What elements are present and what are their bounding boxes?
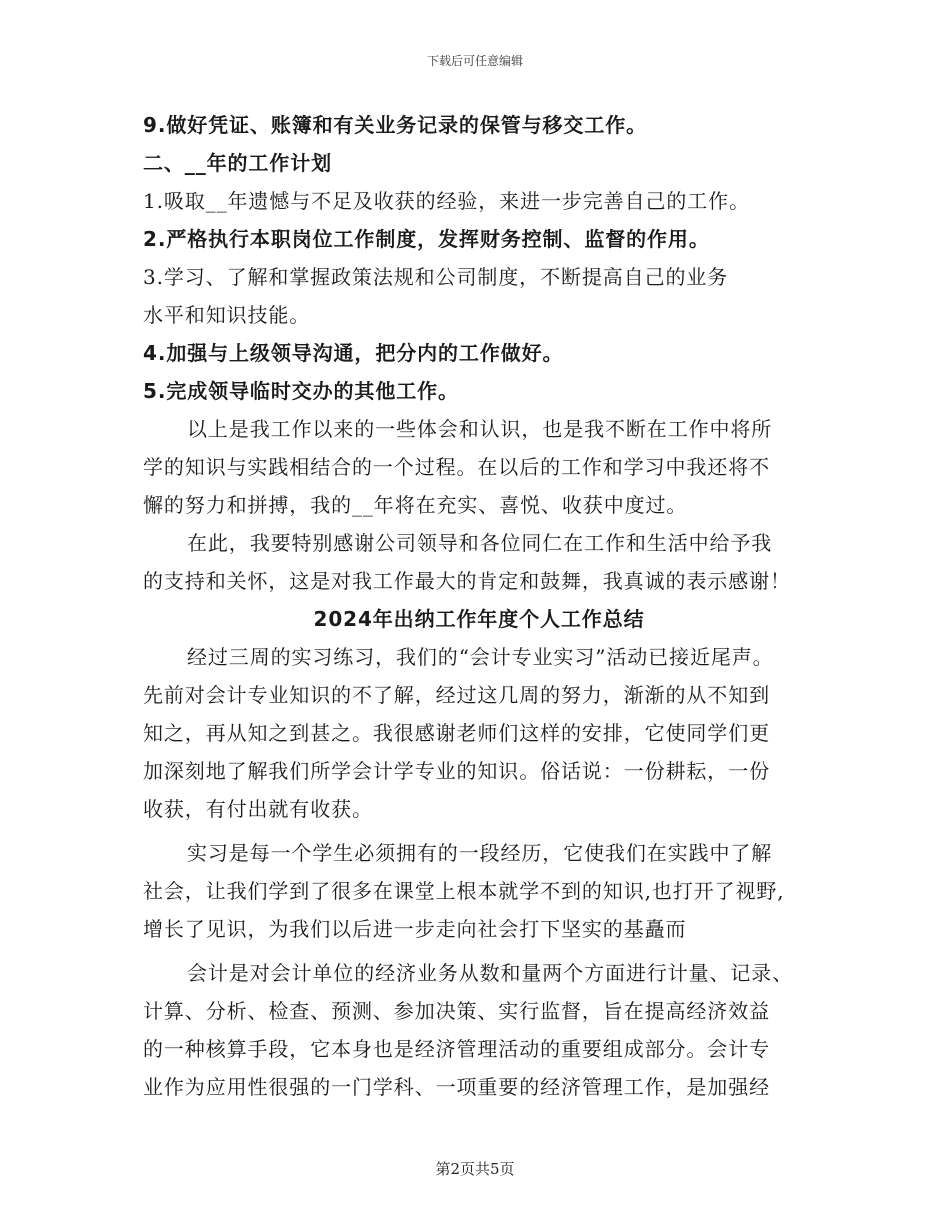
paragraph-line: 实习是每一个学生必须拥有的一段经历，它使我们在实践中了解 (187, 841, 773, 865)
plan-item-5: 5.完成领导临时交办的其他工作。 (143, 379, 459, 403)
page-footer: 第2页共5页 (435, 1160, 515, 1178)
paragraph-line: 会计是对会计单位的经济业务从数和量两个方面进行计量、记录、 (187, 961, 794, 985)
paragraph-line: 收获，有付出就有收获。 (143, 797, 373, 821)
paragraph-line: 加深刻地了解我们所学会计学专业的知识。俗话说：一份耕耘，一份 (143, 759, 770, 783)
paragraph-line: 经过三周的实习练习，我们的“会计专业实习”活动已接近尾声。 (187, 645, 774, 669)
paragraph-line: 的支持和关怀，这是对我工作最大的肯定和鼓舞，我真诚的表示感谢！ (143, 569, 791, 593)
paragraph-line: 知之，再从知之到甚之。我很感谢老师们这样的安排，它使同学们更 (143, 721, 770, 745)
paragraph-line: 以上是我工作以来的一些体会和认识，也是我不断在工作中将所 (187, 417, 773, 441)
section-heading-plan: 二、__年的工作计划 (143, 151, 332, 175)
paragraph-line: 在此，我要特别感谢公司领导和各位同仁在工作和生活中给予我 (187, 531, 773, 555)
paragraph-line: 计算、分析、检查、预测、参加决策、实行监督，旨在提高经济效益 (143, 999, 770, 1023)
plan-item-4: 4.加强与上级领导沟通，把分内的工作做好。 (143, 341, 564, 365)
plan-item-3-line-2: 水平和知识技能。 (143, 303, 311, 327)
document-title: 2024年出纳工作年度个人工作总结 (313, 607, 645, 631)
plan-item-2: 2.严格执行本职岗位工作制度，发挥财务控制、监督的作用。 (143, 227, 710, 251)
plan-item-3-line-1: 3.学习、了解和掌握政策法规和公司制度，不断提高自己的业务 (143, 265, 729, 289)
paragraph-line: 社会，让我们学到了很多在课堂上根本就学不到的知识,也打开了视野, (143, 879, 785, 903)
item-9: 9.做好凭证、账簿和有关业务记录的保管与移交工作。 (143, 113, 648, 137)
paragraph-line: 增长了见识，为我们以后进一步走向社会打下坚实的基矗而 (143, 917, 687, 941)
page-header: 下载后可任意编辑 (426, 54, 523, 68)
paragraph-line: 业作为应用性很强的一门学科、一项重要的经济管理工作，是加强经 (143, 1075, 770, 1099)
paragraph-line: 先前对会计专业知识的不了解，经过这几周的努力，渐渐的从不知到 (143, 683, 770, 707)
document-body (143, 106, 815, 1106)
paragraph-line: 的一种核算手段，它本身也是经济管理活动的重要组成部分。会计专 (143, 1037, 770, 1061)
plan-item-1: 1.吸取__年遗憾与不足及收获的经验，来进一步完善自己的工作。 (143, 189, 750, 213)
paragraph-line: 懈的努力和拼搏，我的__年将在充实、喜悦、收获中度过。 (143, 493, 688, 517)
paragraph-line: 学的知识与实践相结合的一个过程。在以后的工作和学习中我还将不 (143, 455, 770, 479)
